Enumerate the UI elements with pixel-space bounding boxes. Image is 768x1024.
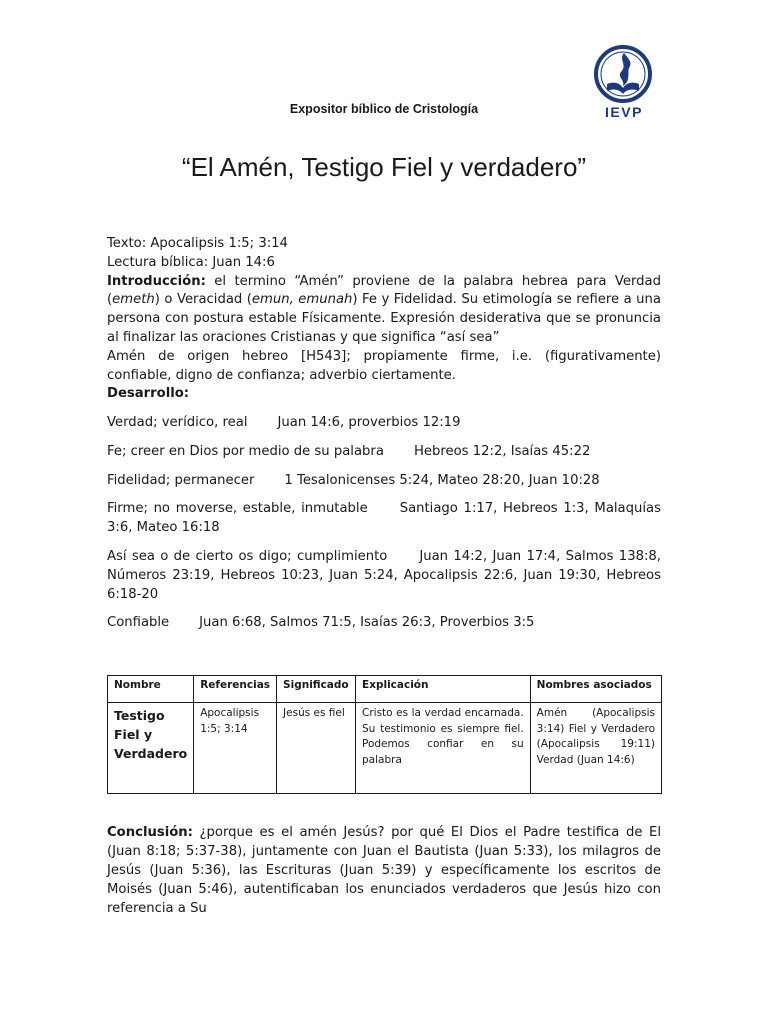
desarrollo-refs: Juan 14:6, proverbios 12:19 <box>277 415 461 430</box>
desarrollo-term: Fidelidad; permanecer <box>107 472 255 488</box>
intro-emeth: emeth <box>112 292 155 308</box>
desarrollo-item <box>107 548 661 604</box>
desarrollo-item <box>107 414 661 433</box>
table-header: Explicación <box>356 676 531 703</box>
table-header: Nombre <box>108 676 194 703</box>
texto-line: Texto: Apocalipsis 1:5; 3:14 <box>107 236 288 251</box>
introduccion-label: Introducción: <box>107 273 206 289</box>
desarrollo-term: Fe; creer en Dios por medio de su palabra <box>107 443 384 459</box>
table-row <box>108 703 662 794</box>
desarrollo-term: Firme; no moverse, estable, inmutable <box>107 501 368 517</box>
desarrollo-refs: Santiago 1:17, Hebreos 1:3, Malaquías 3:6, Mateo 16:18 <box>107 501 661 536</box>
desarrollo-term: Confiable <box>107 615 170 631</box>
conclusion-label: Conclusión: <box>107 825 193 840</box>
logo-text: IEVP <box>605 104 643 120</box>
intro-section <box>107 235 661 404</box>
intro-text-b: ) o Veracidad ( <box>154 292 252 308</box>
cell-referencias: Apocalipsis 1:5; 3:14 <box>194 703 277 794</box>
desarrollo-refs: Juan 6:68, Salmos 71:5, Isaías 26:3, Proverbios 3:5 <box>199 615 535 631</box>
desarrollo-refs: Juan 14:2, Juan 17:4, Salmos 138:8, Números 23:19, Hebreos 10:23, Juan 5:24, Apocalipsis 22:6, Juan 19:30, Hebreos 6:18-20 <box>107 548 662 602</box>
introduccion-paragraph <box>107 273 661 348</box>
desarrollo-term: Verdad; verídico, real <box>107 415 248 430</box>
intro-emun: emun, emunah <box>251 292 353 308</box>
document-subtitle: Expositor bíblico de Cristología <box>289 102 479 116</box>
cell-nombre: Testigo Fiel y Verdadero <box>108 703 194 794</box>
desarrollo-label: Desarrollo: <box>107 386 190 402</box>
conclusion-paragraph <box>107 823 661 918</box>
table-header-row <box>108 676 662 703</box>
intro-text-a: el termino “Amén” proviene de la palabra hebrea para Verdad ( <box>107 273 661 308</box>
desarrollo-list <box>107 414 661 633</box>
cell-significado: Jesús es fiel <box>277 703 356 794</box>
desarrollo-item <box>107 443 661 462</box>
intro-text-c: ) Fe y Fidelidad. Su etimología se refiere a una persona con postura estable Físicamente. Expresión desiderativa que se pronuncia al finalizar las oraciones Cristianas y que significa “así sea” <box>107 292 661 345</box>
desarrollo-refs: 1 Tesalonicenses 5:24, Mateo 28:20, Juan 10:28 <box>284 472 600 488</box>
conclusion-text: ¿porque es el amén Jesús? por qué El Dios el Padre testifica de El (Juan 8:18; 5:37-38), juntamente con Juan el Bautista (Juan 5:33), los milagros de Jesús (Juan 5:36), las Escrituras (Juan 5:39) y específicamente los escritos de Moisés (Juan 5:46), autentificaban los enunciados verdaderos que Jesús hizo con referencia a Su <box>107 825 661 916</box>
lectura-line: Lectura bíblica: Juan 14:6 <box>107 254 275 270</box>
cell-explicacion: Cristo es la verdad encarnada. Su testimonio es siempre fiel. Podemos confiar en su palabra <box>356 703 531 794</box>
desarrollo-item <box>107 614 661 633</box>
desarrollo-item <box>107 472 661 491</box>
amen-origen-paragraph: Amén de origen hebreo [H543]; propiamente firme, i.e. (figurativamente) confiable, digno de confianza; adverbio ciertamente. <box>107 348 661 383</box>
table-header: Nombres asociados <box>530 676 661 703</box>
nombres-table <box>107 675 662 794</box>
desarrollo-item <box>107 500 661 538</box>
desarrollo-refs: Hebreos 12:2, Isaías 45:22 <box>413 443 591 459</box>
table-header: Significado <box>277 676 356 703</box>
cell-nombres-asociados: Amén (Apocalipsis 3:14) Fiel y Verdadero (Apocalipsis 19:11) Verdad (Juan 14:6) <box>530 703 661 794</box>
desarrollo-term: Así sea o de cierto os digo; cumplimiento <box>107 548 388 564</box>
document-title: “El Amén, Testigo Fiel y verdadero” <box>181 152 587 182</box>
table-header: Referencias <box>194 676 277 703</box>
